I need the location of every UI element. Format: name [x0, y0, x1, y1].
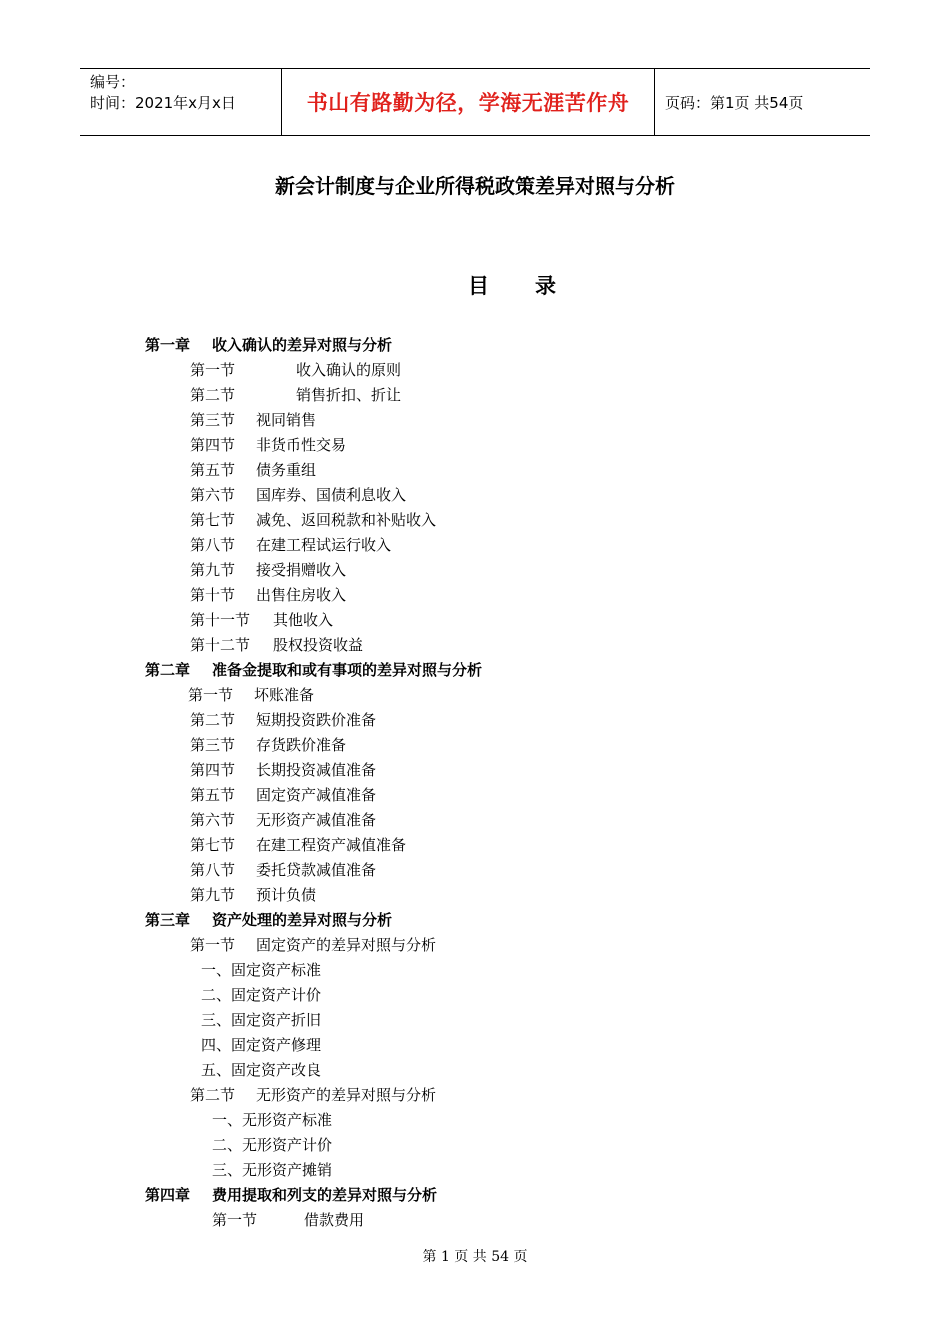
toc-title: 无形资产的差异对照与分析 [256, 1086, 437, 1104]
toc-section[interactable] [0, 858, 950, 883]
toc-title: 减免、返回税款和补贴收入 [256, 511, 437, 529]
toc-title: 二、无形资产计价 [212, 1136, 333, 1154]
toc-subsection[interactable] [0, 1058, 950, 1083]
toc-title: 坏账准备 [254, 686, 315, 704]
toc-num: 第一节 [190, 936, 236, 954]
toc-title: 一、无形资产标准 [212, 1111, 333, 1129]
toc-num: 第九节 [190, 886, 236, 904]
toc-heading [468, 270, 556, 300]
toc-section[interactable] [0, 708, 950, 733]
time-label: 时间：2021年x月x日 [90, 94, 236, 112]
toc-title: 费用提取和列支的差异对照与分析 [212, 1186, 438, 1204]
toc-title: 无形资产减值准备 [256, 811, 377, 829]
toc-num: 第十二节 [190, 636, 251, 654]
toc-subsection[interactable] [0, 958, 950, 983]
toc-chapter[interactable] [0, 333, 950, 358]
toc-section[interactable] [0, 833, 950, 858]
toc-num: 第一章 [145, 336, 191, 354]
toc-section[interactable] [0, 383, 950, 408]
toc-num: 第八节 [190, 861, 236, 879]
toc-section[interactable] [0, 808, 950, 833]
toc-section[interactable] [0, 433, 950, 458]
toc-num: 第九节 [190, 561, 236, 579]
toc-title: 一、固定资产标准 [201, 961, 322, 979]
toc-num: 第七节 [190, 836, 236, 854]
toc-title: 存货跌价准备 [256, 736, 347, 754]
number-label: 编号： [90, 73, 136, 91]
toc-num: 第二节 [190, 711, 236, 729]
toc-chapter[interactable] [0, 908, 950, 933]
toc-chapter[interactable] [0, 658, 950, 683]
header-meta [80, 69, 282, 135]
page-header [80, 68, 870, 136]
page-footer: 第 1 页 共 54 页 [422, 1249, 528, 1265]
toc-title: 固定资产的差异对照与分析 [256, 936, 437, 954]
toc-section[interactable] [0, 408, 950, 433]
toc-num: 第四节 [190, 761, 236, 779]
toc-title: 股权投资收益 [273, 636, 364, 654]
toc-heading-char-2: 录 [535, 274, 556, 298]
toc-title: 三、无形资产摊销 [212, 1161, 333, 1179]
toc-title: 预计负债 [256, 886, 317, 904]
toc-title: 准备金提取和或有事项的差异对照与分析 [212, 661, 483, 679]
toc-title: 接受捐赠收入 [256, 561, 347, 579]
toc-num: 第十一节 [190, 611, 251, 629]
toc-section[interactable] [0, 458, 950, 483]
toc-title: 三、固定资产折旧 [201, 1011, 322, 1029]
toc-num: 第七节 [190, 511, 236, 529]
toc-section[interactable] [0, 683, 950, 708]
toc-title: 非货币性交易 [256, 436, 347, 454]
document-title: 新会计制度与企业所得税政策差异对照与分析 [275, 174, 675, 198]
toc-section[interactable] [0, 733, 950, 758]
toc-num: 第十节 [190, 586, 236, 604]
toc-num: 第一节 [212, 1211, 258, 1229]
toc-subsection[interactable] [0, 1133, 950, 1158]
toc-title: 资产处理的差异对照与分析 [212, 911, 393, 929]
toc-chapter[interactable] [0, 1183, 950, 1208]
toc-section[interactable] [0, 358, 950, 383]
toc-title: 销售折扣、折让 [296, 386, 402, 404]
toc-section[interactable] [0, 783, 950, 808]
toc-title: 四、固定资产修理 [201, 1036, 322, 1054]
toc-title: 二、固定资产计价 [201, 986, 322, 1004]
toc-num: 第六节 [190, 811, 236, 829]
toc-title: 视同销售 [256, 411, 317, 429]
toc-title: 五、固定资产改良 [201, 1061, 322, 1079]
toc-section[interactable] [0, 1083, 950, 1108]
toc-num: 第一节 [188, 686, 234, 704]
toc-title: 在建工程试运行收入 [256, 536, 392, 554]
header-motto: 书山有路勤为径，学海无涯苦作舟 [282, 69, 655, 135]
toc-subsection[interactable] [0, 1008, 950, 1033]
toc-subsection[interactable] [0, 1158, 950, 1183]
toc-section[interactable] [0, 758, 950, 783]
toc-section[interactable] [0, 608, 950, 633]
toc-num: 第五节 [190, 786, 236, 804]
toc-section[interactable] [0, 533, 950, 558]
toc-num: 第四章 [145, 1186, 191, 1204]
toc-num: 第三章 [145, 911, 191, 929]
toc-num: 第一节 [190, 361, 236, 379]
toc-title: 短期投资跌价准备 [256, 711, 377, 729]
toc-section[interactable] [0, 483, 950, 508]
toc-section[interactable] [0, 1208, 950, 1233]
toc-title: 收入确认的差异对照与分析 [212, 336, 393, 354]
toc-subsection[interactable] [0, 983, 950, 1008]
toc-num: 第六节 [190, 486, 236, 504]
toc-num: 第五节 [190, 461, 236, 479]
toc-num: 第四节 [190, 436, 236, 454]
toc-num: 第二章 [145, 661, 191, 679]
toc-subsection[interactable] [0, 1033, 950, 1058]
toc-title: 长期投资减值准备 [256, 761, 377, 779]
toc-section[interactable] [0, 883, 950, 908]
toc-num: 第二节 [190, 386, 236, 404]
toc-section[interactable] [0, 933, 950, 958]
toc-title: 债务重组 [256, 461, 317, 479]
toc-section[interactable] [0, 583, 950, 608]
toc-section[interactable] [0, 558, 950, 583]
toc-title: 委托贷款减值准备 [256, 861, 377, 879]
toc-title: 国库券、国债利息收入 [256, 486, 407, 504]
toc-title: 其他收入 [273, 611, 334, 629]
toc-section[interactable] [0, 508, 950, 533]
header-page-label: 页码：第1页 共54页 [665, 93, 804, 112]
toc-title: 固定资产减值准备 [256, 786, 377, 804]
toc-title: 出售住房收入 [256, 586, 347, 604]
toc-title: 在建工程资产减值准备 [256, 836, 407, 854]
toc-section[interactable] [0, 633, 950, 658]
toc-subsection[interactable] [0, 1108, 950, 1133]
toc-num: 第八节 [190, 536, 236, 554]
toc-title: 借款费用 [304, 1211, 365, 1229]
toc-title: 收入确认的原则 [296, 361, 402, 379]
toc-num: 第二节 [190, 1086, 236, 1104]
toc-heading-char-1: 目 [468, 274, 489, 298]
toc-num: 第三节 [190, 411, 236, 429]
table-of-contents [0, 333, 950, 1233]
toc-num: 第三节 [190, 736, 236, 754]
